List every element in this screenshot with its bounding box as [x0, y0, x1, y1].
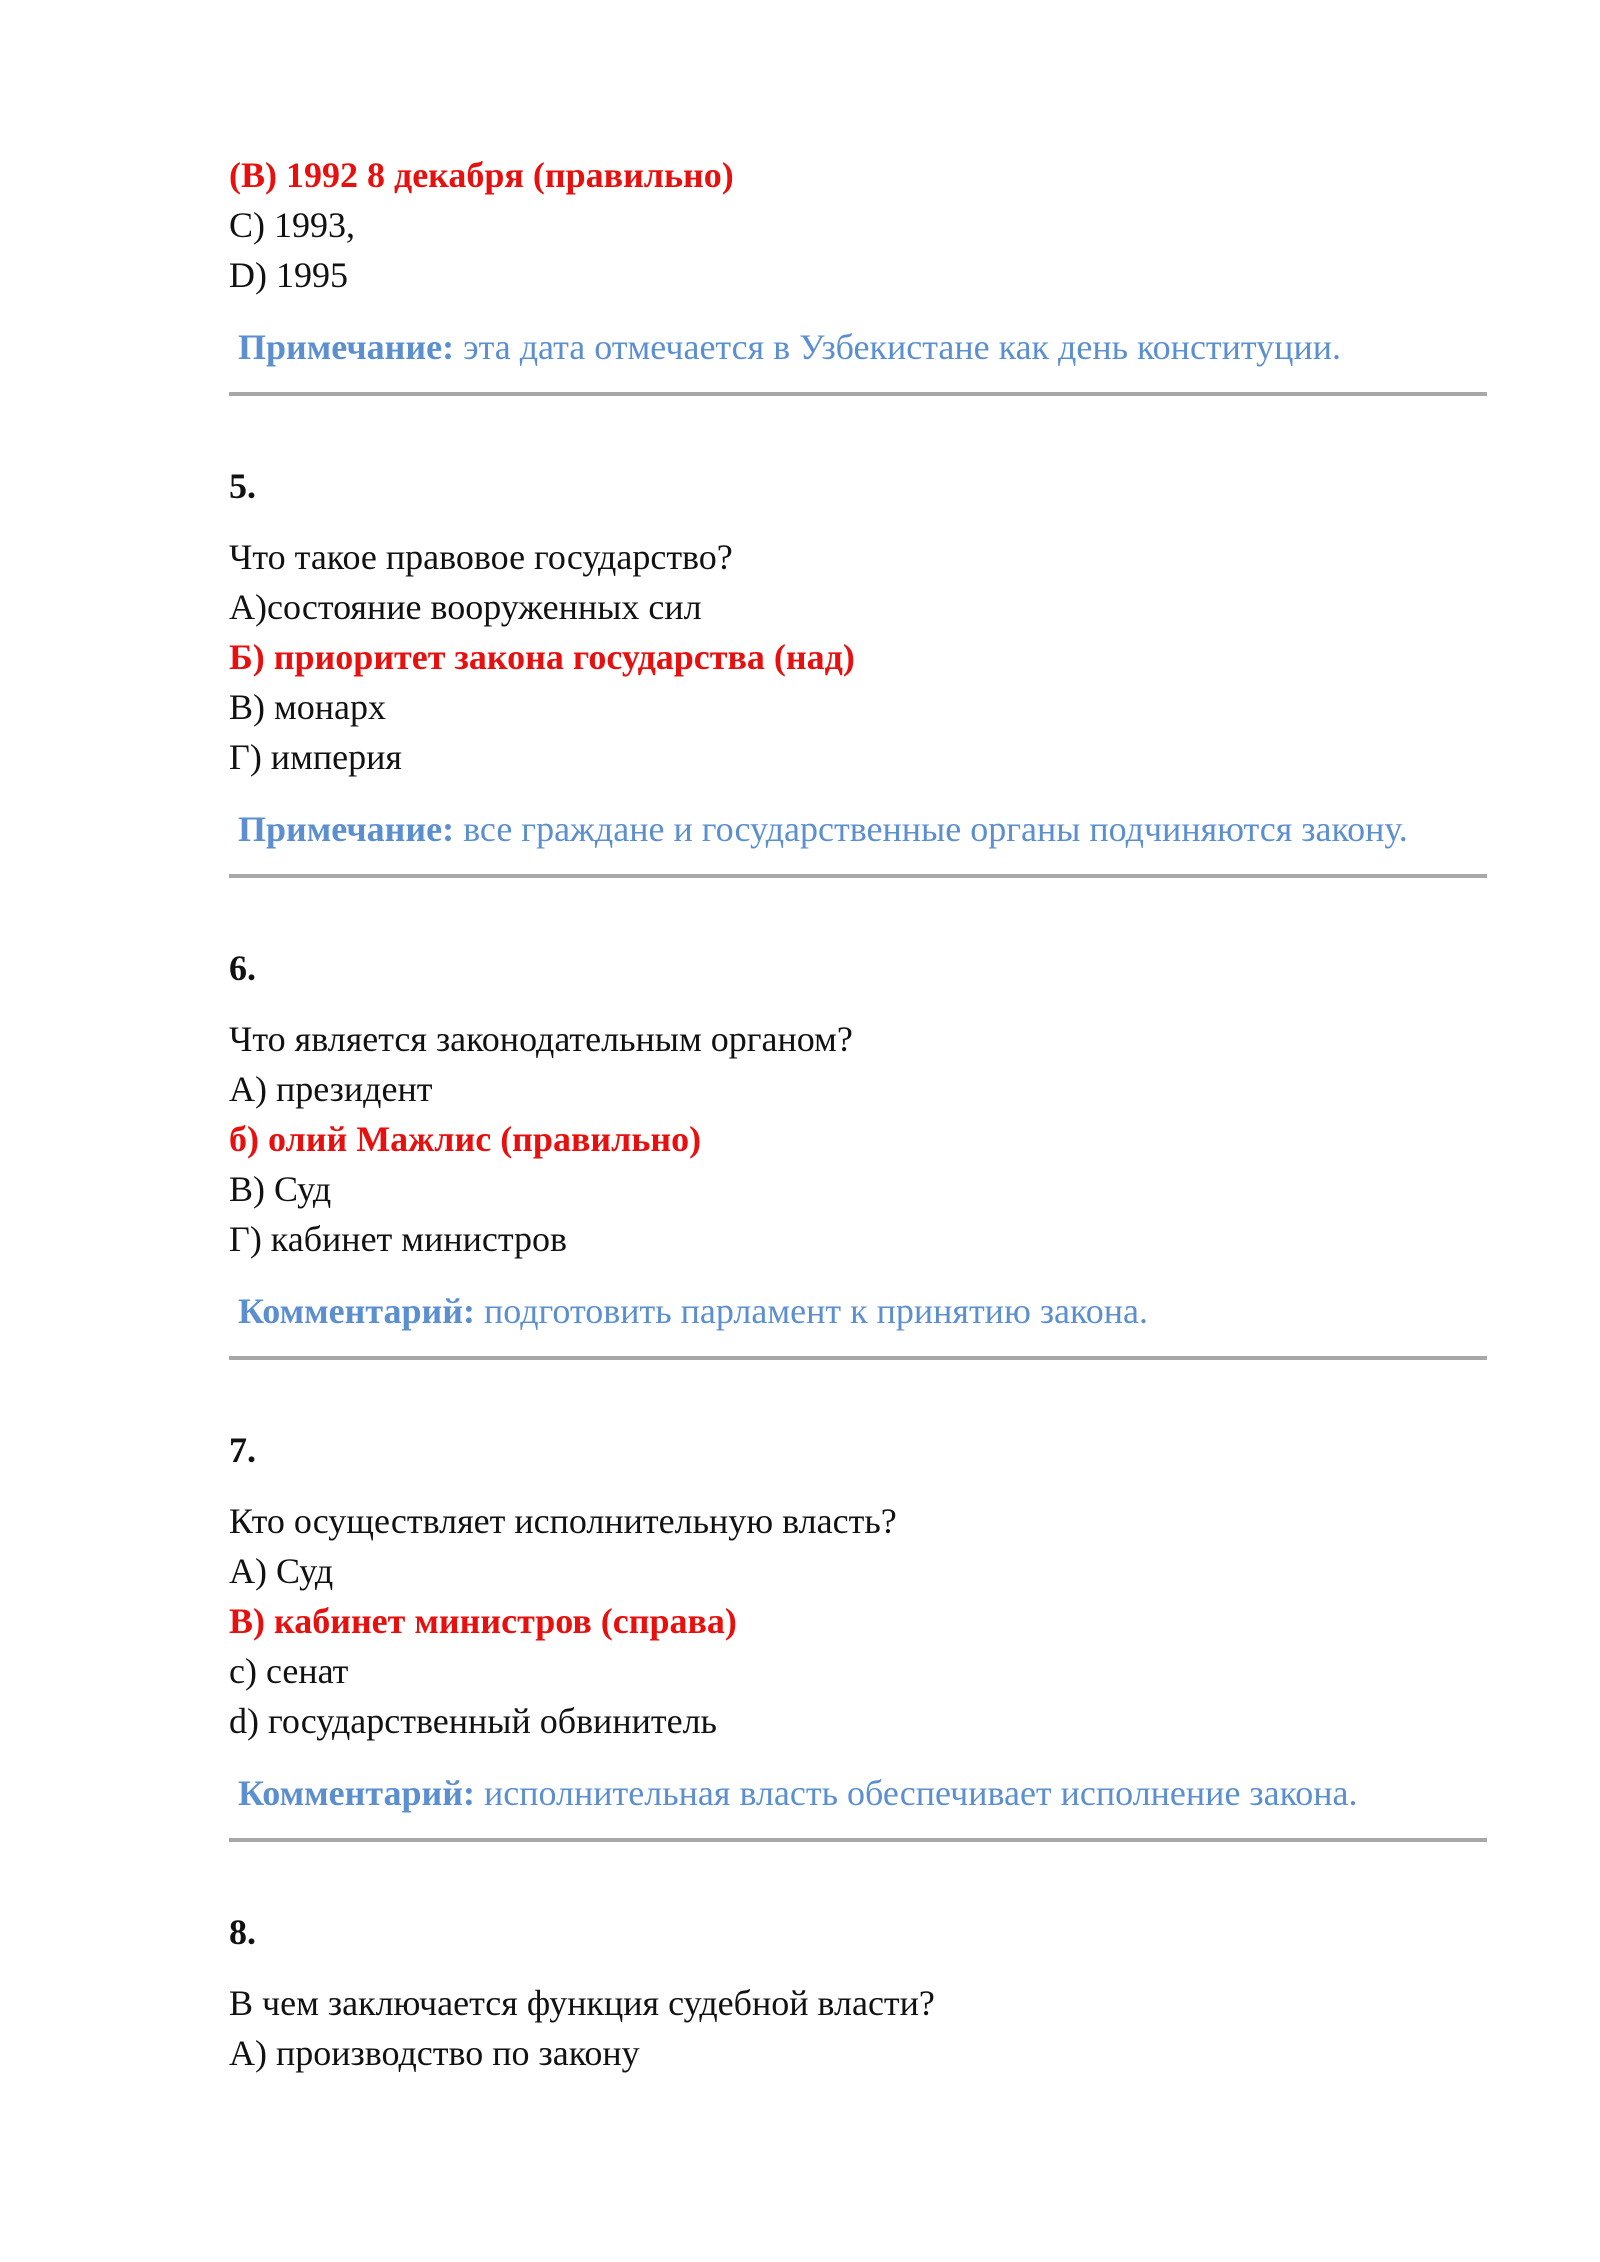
divider — [229, 392, 1487, 396]
option-line: D) 1995 — [229, 255, 348, 295]
question-block-4 — [229, 150, 1487, 396]
divider — [229, 1838, 1487, 1842]
comment-label: Комментарий: — [238, 1773, 476, 1813]
correct-option-line: В) кабинет министров (справа) — [229, 1601, 737, 1641]
divider — [229, 1356, 1487, 1360]
correct-option-line: (В) 1992 8 декабря (правильно) — [229, 155, 734, 195]
question-text: Кто осуществляет исполнительную власть? — [229, 1501, 897, 1541]
option-line: А) производство по закону — [229, 2033, 640, 2073]
question-number: 6. — [229, 948, 256, 988]
option-line: d) государственный обвинитель — [229, 1701, 717, 1741]
note-text: эта дата отмечается в Узбекистане как день конституции. — [463, 327, 1341, 367]
question-text: Что является законодательным органом? — [229, 1019, 853, 1059]
question-number: 7. — [229, 1430, 256, 1470]
option-line: с) сенат — [229, 1651, 349, 1691]
comment-label: Комментарий: — [238, 1291, 476, 1331]
note — [229, 804, 1487, 854]
question-block-7 — [229, 1425, 1487, 1842]
option-line: А) президент — [229, 1069, 433, 1109]
question-block-5 — [229, 461, 1487, 878]
option-line: В) Суд — [229, 1169, 332, 1209]
divider — [229, 874, 1487, 878]
note-label: Примечание: — [238, 809, 455, 849]
question-text: В чем заключается функция судебной власти? — [229, 1983, 935, 2023]
option-line: Г) империя — [229, 737, 402, 777]
comment-text: подготовить парламент к принятию закона. — [484, 1291, 1148, 1331]
note — [229, 322, 1487, 372]
note-label: Примечание: — [238, 327, 455, 367]
comment — [229, 1768, 1487, 1818]
option-line: А) Суд — [229, 1551, 334, 1591]
correct-option-line: Б) приоритет закона государства (над) — [229, 637, 855, 677]
option-line: В) монарх — [229, 687, 387, 727]
question-block-8 — [229, 1907, 1487, 2078]
question-number: 5. — [229, 466, 256, 506]
correct-option-line: б) олий Мажлис (правильно) — [229, 1119, 702, 1159]
comment-text: исполнительная власть обеспечивает исполнение закона. — [484, 1773, 1358, 1813]
option-line: Г) кабинет министров — [229, 1219, 568, 1259]
comment — [229, 1286, 1487, 1336]
option-line: А)состояние вооруженных сил — [229, 587, 702, 627]
question-number: 8. — [229, 1912, 256, 1952]
document-page — [229, 150, 1487, 2078]
question-text: Что такое правовое государство? — [229, 537, 733, 577]
option-line: C) 1993, — [229, 205, 355, 245]
question-block-6 — [229, 943, 1487, 1360]
note-text: все граждане и государственные органы подчиняются закону. — [463, 809, 1408, 849]
